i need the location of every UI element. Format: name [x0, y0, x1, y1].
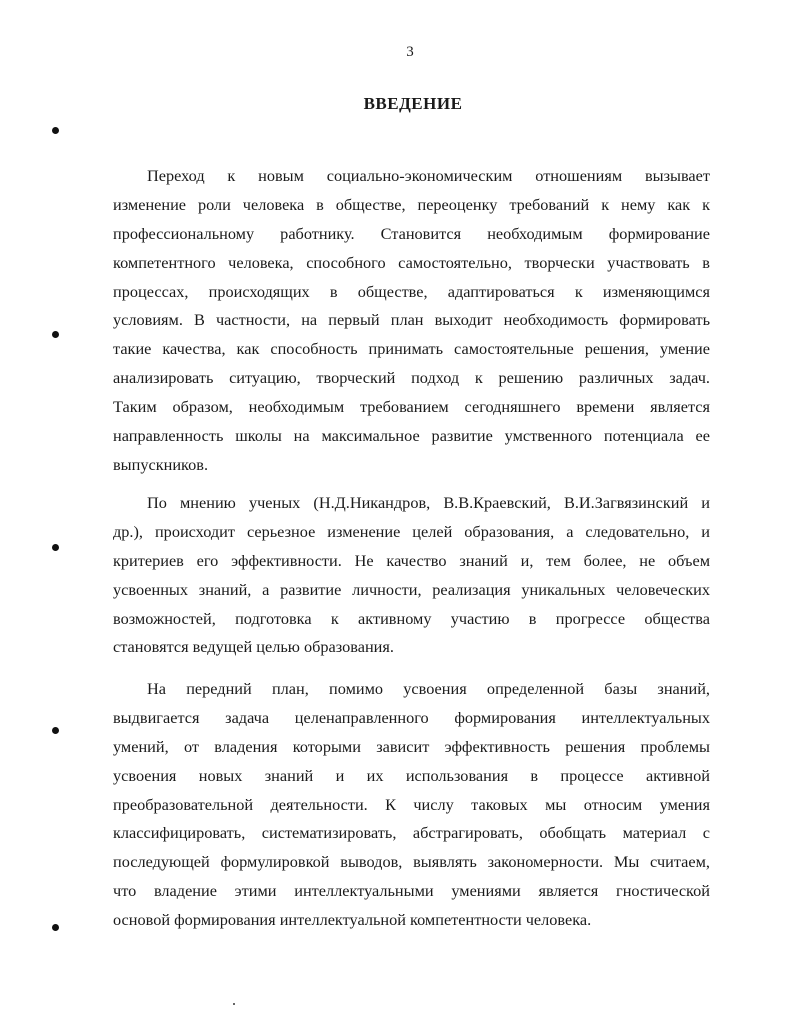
text-line: процессах, происходящих в обществе, адаптироваться к изменяющимся: [113, 281, 710, 301]
text-line: классифицировать, систематизировать, абстрагировать, обобщать материал с: [113, 823, 710, 843]
paragraph-2: [113, 489, 710, 662]
punch-hole-mark: [52, 544, 59, 551]
text-line: преобразовательной деятельности. К числу таковых мы относим умения: [113, 794, 710, 814]
scan-speck: [233, 1003, 235, 1005]
text-line: возможностей, подготовка к активному участию в прогрессе общества: [113, 608, 710, 628]
text-line: анализировать ситуацию, творческий подход к решению различных задач.: [113, 368, 710, 388]
punch-hole-mark: [52, 924, 59, 931]
text-line: изменение роли человека в обществе, переоценку требований к нему как к: [113, 194, 710, 214]
text-line: умений, от владения которыми зависит эффективность решения проблемы: [113, 736, 710, 756]
page-number: 3: [406, 44, 414, 60]
text-line: Таким образом, необходимым требованием сегодняшнего времени является: [113, 397, 710, 417]
text-line: усвоения новых знаний и их использования в процессе активной: [113, 765, 710, 785]
punch-hole-mark: [52, 331, 59, 338]
text-line: становятся ведущей целью образования.: [113, 637, 394, 657]
text-line: По мнению ученых (Н.Д.Никандров, В.В.Краевский, В.И.Загвязинский и: [147, 493, 710, 512]
text-line: выпускников.: [113, 454, 209, 474]
text-line: критериев его эффективности. Не качество знаний и, тем более, не объем: [113, 550, 710, 570]
text-line: выдвигается задача целенаправленного формирования интеллектуальных: [113, 707, 710, 727]
text-line: направленность школы на максимальное развитие умственного потенциала ее: [113, 426, 710, 446]
punch-hole-mark: [52, 727, 59, 734]
text-line: что владение этими интеллектуальными умениями является гностической: [113, 881, 710, 901]
text-line: профессиональному работнику. Становится необходимым формирование: [113, 223, 710, 243]
text-line: основой формирования интеллектуальной компетентности человека.: [113, 910, 592, 930]
text-line: Переход к новым социально-экономическим отношениям вызывает: [147, 166, 710, 185]
punch-hole-mark: [52, 127, 59, 134]
paragraph-3: [113, 675, 710, 935]
text-line: последующей формулировкой выводов, выявлять закономерности. Мы считаем,: [113, 852, 710, 872]
text-line: компетентного человека, способного самостоятельно, творчески участвовать в: [113, 252, 710, 272]
text-line: такие качества, как способность принимать самостоятельные решения, умение: [113, 339, 710, 359]
section-title: ВВЕДЕНИЕ: [363, 94, 463, 113]
text-line: условиям. В частности, на первый план выходит необходимость формировать: [113, 310, 710, 330]
text-line: др.), происходит серьезное изменение целей образования, а следовательно, и: [113, 521, 710, 541]
text-line: На передний план, помимо усвоения определенной базы знаний,: [147, 679, 710, 698]
text-line: усвоенных знаний, а развитие личности, реализация уникальных человеческих: [113, 579, 710, 599]
paragraph-1: [113, 162, 710, 480]
